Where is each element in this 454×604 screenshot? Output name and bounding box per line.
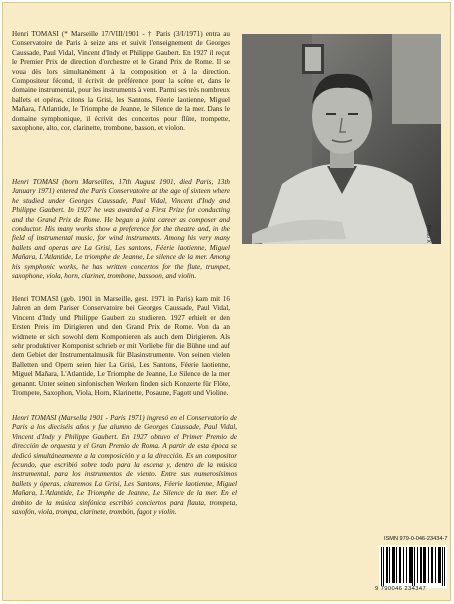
barcode-image [379, 545, 447, 588]
composer-portrait-photo [242, 34, 441, 244]
back-cover [2, 2, 451, 601]
biography-german: Henri TOMASI (geb. 1901 in Marseille, gest. 1971 in Paris) kam mit 16 Jahren an dem Pariser Conservatoire bei Georges Caussade, Paul Vidal, Vincent d'Indy und Philippe Gaubert zu studieren. 1927 erhielt er den Ersten Preis im Dirigieren und den Grand Prix de Rome. Von da an widmete er sich sowohl dem Komponieren als auch dem Dirigieren. Als sehr produktiver Komponist schrieb er mit Vorliebe für die Bühne und auf dem Gebiet der Instrumentalmusik für Blasinstrumente. Von seinen vielen Balletten und Opern seien hier La Grisi, Les Santons, Féerie laotienne, Miguel Mañara, L'Atlantide, Le Triomphe de Jeanne, Le Silence de la mer genannt. Unter seinen sinfonischen Werken finden sich Konzerte für Flöte, Trompete, Saxophon, Viola, Horn, Klarinette, Posaune, Fagott und Violine. [12, 295, 230, 398]
barcode-bars [379, 545, 447, 588]
biography-french: Henri TOMASI (* Marseille 17/VIII/1901 - † Paris (3/I/1971) entra au Conservatoire de Paris à seize ans et suivit l'enseignement de Georges Caussade, Paul Vidal, Vincent d'Indy et Philippe Gaubert. En 1927 il reçut le Premier Prix de direction d'orchestre et le Grand Prix de Rome. Il se voua dès lors simultanément à la composition et à la direction. Compositeur fécond, il écrivit de préférence pour la scène et, dans le domaine instrumental, pour les instruments à vent. Parmi ses très nombreux ballets et opéras, citons la Grisi, les Santons, Féerie laotienne, Miguel Mañara, l'Atlantide, le Triomphe de Jeanne, le Silence de la mer. Dans le domaine symphonique, il écrivit des concertos pour flûte, trompette, saxophone, alto, cor, clarinette, trombone, basson, et violon. [12, 30, 230, 133]
barcode-number: 9 790046 234347 [375, 586, 427, 592]
biography-english: Henri TOMASI (born Marseilles, 17th August 1901, died Paris, 13th January 1971) entered the Paris Conservatoire at the age of sixteen where he studied under Georges Caussade, Paul Vidal, Vincent d'Indy and Philippe Gaubert. In 1927 he was awarded a First Prize for conducting and the Grand Prix de Rome. He began a joint career as composer and conductor. His many works show a preference for the theatre and, in the field of instrumental music, for wind instruments. Among his very many ballets and operas are La Grisi, Les santons, Féerie laotienne, Miguel Mañara, L'Atlantide, Le triomphe de Jeanne, Le silence de la mer. Among his symphonic works, he has written concertos for the flute, trumpet, saxophone, viola, horn, clarinet, trombone, bassoon, and violin. [12, 178, 230, 281]
biography-spanish: Henri TOMASI (Marsella 1901 - Paris 1971) ingresó en el Conservatorio de Paris a los dieciséis años y fue alumno de Georges Caussade, Paul Vidal, Vincent d'Indy y Philippe Gaubert. En 1927 obtuvo el Primer Premio de dirección de orquesta y el Gran Premio de Roma. A partir de esta época se dedicó simultáneamente a la composición y a la dirección. Es un compositor fecundo, que escribió sobre todo para la escena y, dentro de la música instrumental, para los instrumentos de viento. Entre sus numerosísimos ballets y óperas, citaremos La Grisi, Les Santons, Féerie laotienne, Miguel Mañara, L'Atlantide, Le Triomphe de Jeanne, Le Silence de la mer. En el ámbito de la música sinfónica escribió conciertos para flauta, trompeta, saxofón, viola, trompa, clarinete, trombón, fagot y violín. [12, 414, 237, 517]
portrait-drawing [242, 34, 441, 244]
ismn-label: ISMN 979-0-046-23434-7 [384, 536, 448, 542]
photo-credit: Photo X [425, 225, 431, 243]
